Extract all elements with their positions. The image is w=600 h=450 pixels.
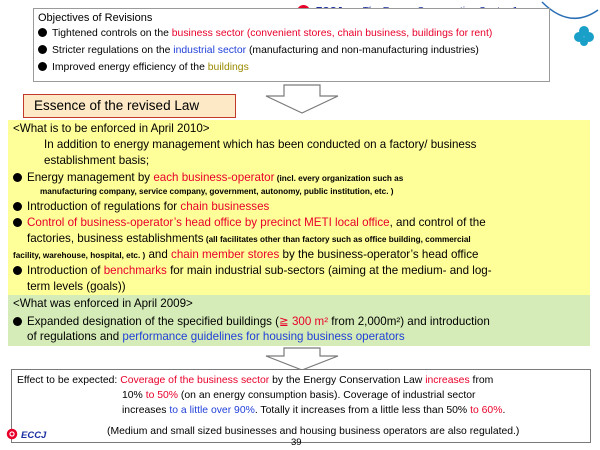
list-item bbox=[13, 216, 486, 229]
effect-text: . bbox=[502, 405, 506, 416]
item-note: (incl. every organization such as bbox=[274, 174, 404, 183]
item-note: manufacturing company, service company, government, autonomy, public institution, etc. ) bbox=[40, 187, 394, 196]
objective-highlight: industrial sector bbox=[173, 45, 247, 56]
item-highlight: ≧ 300 m² bbox=[279, 315, 329, 328]
effect-note: (Medium and small sized businesses and housing business operators are also regulated.) bbox=[107, 426, 520, 437]
objective-text: Tightened controls on the bbox=[52, 28, 172, 39]
list-item bbox=[13, 200, 269, 213]
effect-text: 10% bbox=[122, 390, 146, 401]
april-2010-heading: <What is to be enforced in April 2010> bbox=[13, 122, 210, 135]
item-highlight: chain businesses bbox=[180, 200, 270, 213]
essence-label: Essence of the revised Law bbox=[23, 94, 236, 118]
bullet-icon bbox=[38, 28, 47, 37]
item-highlight: chain member stores bbox=[171, 248, 280, 261]
item-note: facility, warehouse, hospital, etc. ) bbox=[13, 251, 146, 260]
effect-highlight: to a little over 90% bbox=[169, 405, 255, 416]
effect-box bbox=[11, 369, 591, 443]
ecc-footer-logo-text: ECCJ bbox=[21, 430, 47, 441]
intro-text: In addition to energy management which has been conducted on a factory/ business bbox=[44, 138, 477, 151]
list-item bbox=[13, 171, 403, 184]
item-text-line bbox=[13, 248, 478, 261]
item-text: Energy management by bbox=[27, 171, 154, 184]
item-text: factories, business establishments bbox=[27, 232, 204, 245]
effect-text: . Totally it increases from a little less than 50% bbox=[254, 405, 471, 416]
objective-text: Stricter regulations on the bbox=[52, 45, 174, 56]
effect-text: from bbox=[469, 375, 494, 386]
bullet-icon bbox=[13, 218, 22, 227]
down-arrow-icon bbox=[264, 84, 340, 114]
objective-item bbox=[38, 45, 479, 56]
effect-highlight: increases bbox=[425, 375, 470, 386]
list-item bbox=[13, 264, 492, 277]
item-note: (all facilitates other than factory such as office building, commercial bbox=[203, 235, 471, 244]
item-text: Introduction of regulations for bbox=[27, 200, 181, 213]
page-number: 39 bbox=[291, 437, 302, 448]
effect-text: (on an energy consumption basis). Coverage of industrial sector bbox=[178, 390, 476, 401]
bullet-icon bbox=[13, 202, 22, 211]
objectives-title: Objectives of Revisions bbox=[38, 12, 153, 24]
item-text-line bbox=[27, 232, 471, 245]
objectives-box bbox=[33, 8, 550, 82]
bullet-icon bbox=[13, 317, 22, 326]
item-text-line bbox=[27, 330, 405, 343]
ecc-logo-icon bbox=[6, 428, 18, 440]
objective-text: (manufacturing and non-manufacturing industries) bbox=[246, 45, 479, 56]
objective-text: Improved energy efficiency of the bbox=[52, 62, 208, 73]
effect-text: increases bbox=[122, 405, 170, 416]
bullet-icon bbox=[13, 173, 22, 182]
item-highlight: Control of business-operator’s head office by precinct METI local office bbox=[27, 216, 390, 229]
april-2009-heading: <What was enforced in April 2009> bbox=[13, 297, 193, 310]
effect-line bbox=[122, 405, 505, 416]
effect-line bbox=[17, 375, 493, 386]
item-text: by the business-operator’s head office bbox=[279, 248, 479, 261]
effect-highlight: Coverage of the business sector bbox=[120, 375, 270, 386]
list-item bbox=[13, 314, 490, 328]
item-text: from 2,000m²) and introduction bbox=[328, 315, 490, 328]
effect-highlight: to 60% bbox=[470, 405, 503, 416]
objective-highlight: buildings bbox=[207, 62, 249, 73]
bullet-icon bbox=[38, 45, 47, 54]
clover-icon bbox=[572, 24, 596, 48]
objective-item bbox=[38, 28, 492, 39]
item-text-line: term levels (goals)) bbox=[27, 280, 126, 293]
item-text: of regulations and bbox=[27, 330, 123, 343]
intro-text: establishment basis; bbox=[44, 154, 150, 167]
bullet-icon bbox=[38, 62, 47, 71]
effect-line bbox=[122, 390, 476, 401]
item-text: , and control of the bbox=[389, 216, 486, 229]
bullet-icon bbox=[13, 266, 22, 275]
effect-label: Effect to be expected: bbox=[17, 375, 121, 386]
down-arrow-icon bbox=[264, 347, 340, 371]
item-highlight: benchmarks bbox=[103, 264, 167, 277]
item-highlight: each business-operator bbox=[153, 171, 275, 184]
item-text: Expanded designation of the specified buildings ( bbox=[27, 315, 280, 328]
objective-item bbox=[38, 62, 249, 73]
item-text: Introduction of bbox=[27, 264, 104, 277]
item-highlight: performance guidelines for housing business operators bbox=[122, 330, 405, 343]
objective-highlight: business sector (convenient stores, chain business, buildings for rent) bbox=[171, 28, 493, 39]
effect-text: by the Energy Conservation Law bbox=[269, 375, 426, 386]
item-text: and bbox=[145, 248, 172, 261]
item-text: for main industrial sub-sectors (aiming at the medium- and log- bbox=[166, 264, 492, 277]
effect-highlight: to 50% bbox=[145, 390, 179, 401]
